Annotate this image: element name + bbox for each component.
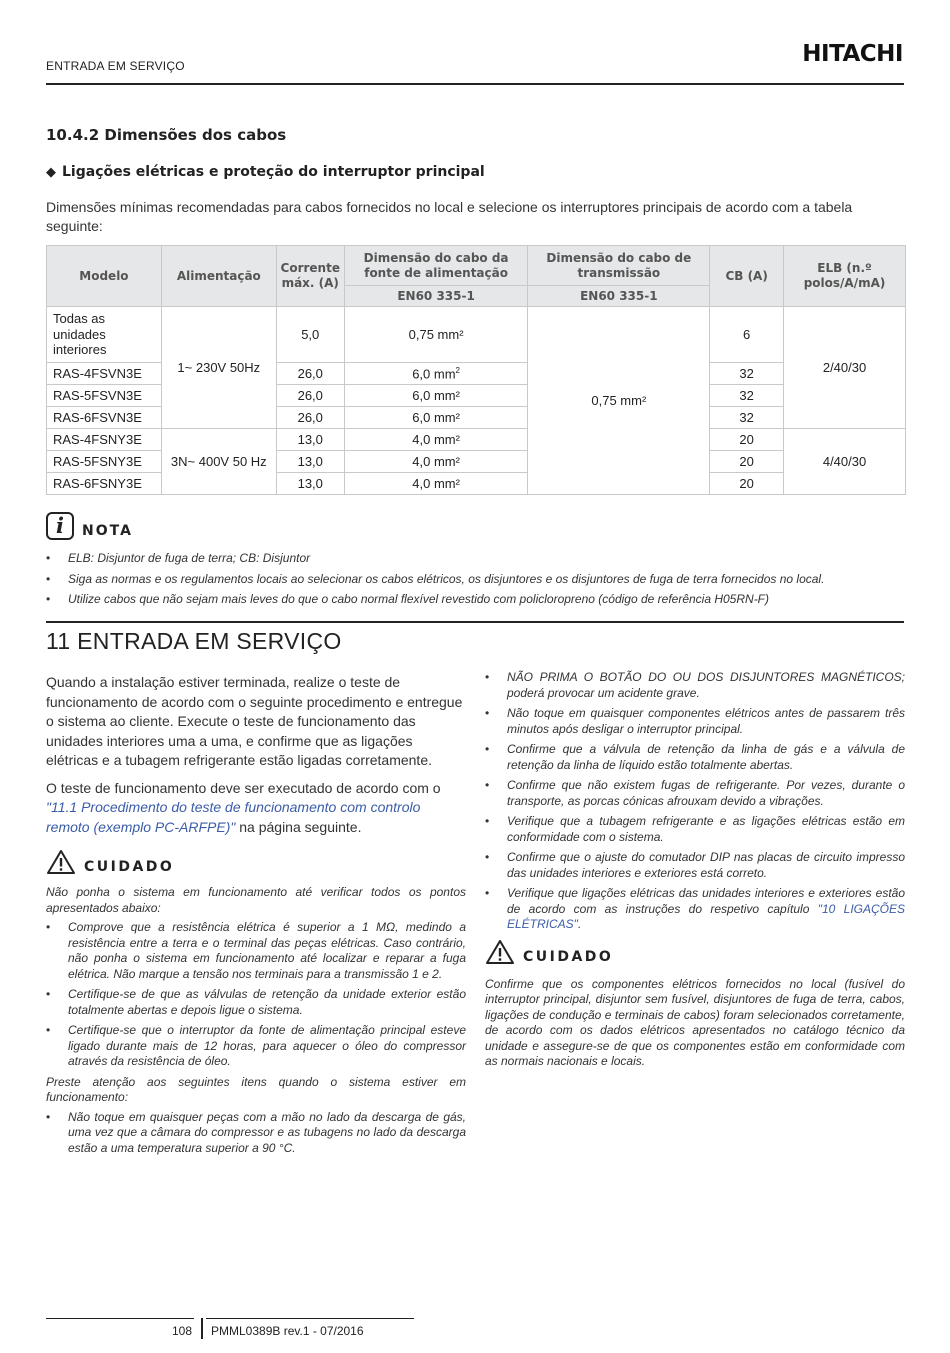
checklist-item: • NÃO PRIMA O BOTÃO DO OU DOS DISJUNTORES MAGNÉTICOS; poderá provocar um acidente grave. [485, 670, 905, 701]
table-cell-elb: 2/40/30 [784, 307, 906, 429]
section-title: 11 ENTRADA EM SERVIÇO [46, 628, 342, 654]
caution-title: CUIDADO [84, 859, 175, 875]
section-paragraph: Quando a instalação estiver terminada, realize o teste de funcionamento de acordo com o seguinte procedimento e entregue o sistema ao cliente. Execute o teste de funcionamento das unidades interiores uma a uma, e confirme que as ligações elétricas e a tubagem refrigerante estão ligadas corretamente. [46, 674, 463, 768]
footer-rule [46, 1318, 194, 1319]
paragraph-text: O teste de funcionamento deve ser executado de acordo com o [46, 779, 441, 796]
table-cell-cb: 32 [710, 385, 784, 407]
checklist-item [485, 886, 905, 933]
caution-list [46, 920, 466, 1070]
table-cell-elb: 4/40/30 [784, 429, 906, 495]
section-paragraph-link [46, 779, 466, 838]
checklist-item: • Confirme que a válvula de retenção da linha de gás e a válvula de retenção da linha de líquido estão totalmente abertas. [485, 742, 905, 773]
brand-logo: HITACHI [802, 41, 903, 67]
table-cell-model: Todas as unidades interiores [47, 307, 162, 363]
caution-item: • Não toque em quaisquer peças com a mão no lado da descarga de gás, uma vez que a câmara do compressor e as tubagens no lado da descarga estão a uma temperatura superior a 90 °C. [46, 1110, 466, 1157]
checklist-item: • Não toque em quaisquer componentes elétricos antes de passarem três minutos após desligar o interruptor principal. [485, 706, 905, 737]
table-cell-supply: 3N~ 400V 50 Hz [161, 429, 276, 495]
table-cell-cb: 20 [710, 473, 784, 495]
checklist-item: • Confirme que o ajuste do comutador DIP nas placas de circuito impresso das unidades interiores e exteriores está correto. [485, 850, 905, 881]
table-cell-cb: 20 [710, 429, 784, 451]
cable-value: 6,0 mm [412, 366, 456, 382]
header-section-label: ENTRADA EM SERVIÇO [46, 59, 185, 73]
caution-outro: Preste atenção aos seguintes itens quando o sistema estiver em funcionamento: [46, 1074, 466, 1104]
procedure-link[interactable]: "11.1 Procedimento do teste de funcionamento com controlo remoto (exemplo PC-ARFPE)" [46, 799, 421, 835]
caution-title: CUIDADO [523, 948, 614, 965]
subsection-heading [46, 164, 485, 180]
note-item: • Utilize cabos que não sejam mais leves do que o cabo normal flexível revestido com policloropreno (código de referência H05RN-F) [46, 591, 906, 607]
caution-item: • Certifique-se que o interruptor da fonte de alimentação principal esteve ligado durante mais de 12 horas, para aquecer o óleo do compressor através da resistência de óleo. [46, 1023, 466, 1070]
warning-icon [46, 849, 76, 875]
page-number: 108 [171, 1324, 192, 1338]
document-code: PMML0389B rev.1 - 07/2016 [211, 1324, 364, 1338]
cable-unit-superscript: 2 [455, 365, 460, 375]
subsection-title: 10.4.2 Dimensões dos cabos [46, 126, 287, 144]
table-cell-current: 13,0 [276, 429, 344, 451]
checklist-item: • Confirme que não existem fugas de refrigerante. Por vezes, durante o transporte, as porcas cónicas afrouxam devido a vibrações. [485, 778, 905, 809]
table-cell-supply: 1~ 230V 50Hz [161, 307, 276, 429]
footer-rule [206, 1318, 414, 1319]
caution-header [46, 849, 466, 879]
header-cb: CB (A) [710, 246, 784, 307]
warning-icon [485, 939, 515, 965]
table-cell-cb: 32 [710, 407, 784, 429]
checklist-text: Verifique que ligações elétricas das unidades interiores e exteriores estão de acordo com as instruções do respetivo capítulo [507, 886, 905, 916]
section-divider [46, 621, 904, 623]
subsection-heading-text: Ligações elétricas e proteção do interruptor principal [62, 164, 485, 180]
header-transmission-cable: Dimensão do cabo de transmissão [528, 246, 710, 286]
header-standard-power: EN60 335-1 [344, 286, 528, 307]
table-cell-transmission: 0,75 mm² [528, 307, 710, 495]
checklist-text: . [577, 917, 582, 931]
left-column [46, 673, 466, 1161]
caution-text: Confirme que os componentes elétricos fornecidos no local (fusível do interruptor principal, disjuntor sem fusível, disjuntores de fuga de terra, cabos, ligações de condução e terminais de cabos) foram selecionados corretamente, de acordo com os dados elétricos apresentados no catálogo técnico da unidade e assegure-se de que os componentes estão em conformidade com as normais nacionais e locais. [485, 976, 905, 1068]
right-column [485, 670, 905, 1070]
table-cell-current: 26,0 [276, 407, 344, 429]
table-cell-current: 13,0 [276, 451, 344, 473]
info-icon: i [46, 512, 74, 540]
caution-list-secondary [46, 1110, 466, 1157]
header-model: Modelo [47, 246, 162, 307]
caution-item: • Certifique-se de que as válvulas de retenção da unidade exterior estão totalmente abertas e depois ligue o sistema. [46, 987, 466, 1018]
table-cell-cable: 4,0 mm² [344, 429, 528, 451]
caution-intro: Não ponha o sistema em funcionamento até verificar todos os pontos apresentados abaixo: [46, 885, 466, 915]
table-cell-model: RAS-4FSVN3E [47, 363, 162, 385]
table-cell-cable: 0,75 mm² [344, 307, 528, 363]
table-cell-current: 26,0 [276, 385, 344, 407]
table-cell-model: RAS-5FSNY3E [47, 451, 162, 473]
header-elb: ELB (n.º polos/A/mA) [784, 246, 906, 307]
checklist-item: • Verifique que a tubagem refrigerante e as ligações elétricas estão em conformidade com o sistema. [485, 814, 905, 845]
table-cell-cable: 6,0 mm² [344, 385, 528, 407]
header-standard-transmission: EN60 335-1 [528, 286, 710, 307]
table-cell-cb: 6 [710, 307, 784, 363]
table-cell-current: 13,0 [276, 473, 344, 495]
note-title: NOTA [82, 523, 133, 539]
caution-header [485, 939, 905, 969]
paragraph-text: na página seguinte. [235, 818, 362, 835]
table-cell-current: 26,0 [276, 363, 344, 385]
table-cell-cb: 32 [710, 363, 784, 385]
header-supply: Alimentação [161, 246, 276, 307]
subsection-intro: Dimensões mínimas recomendadas para cabos fornecidos no local e selecione os interruptores principais de acordo com a tabela seguinte: [46, 199, 853, 234]
table-cell-model: RAS-5FSVN3E [47, 385, 162, 407]
chapter-link[interactable]: "10 LIGAÇÕES ELÉTRICAS" [507, 901, 905, 931]
header-current: Corrente máx. (A) [276, 246, 344, 307]
checklist [485, 670, 905, 933]
cable-dimensions-table [46, 245, 906, 495]
table-cell-cable [344, 363, 528, 385]
table-cell-cb: 20 [710, 451, 784, 473]
note-item: • ELB: Disjuntor de fuga de terra; CB: Disjuntor [46, 550, 906, 566]
footer-separator [201, 1318, 203, 1339]
note-list [46, 550, 906, 612]
table-cell-model: RAS-6FSNY3E [47, 473, 162, 495]
note-item: • Siga as normas e os regulamentos locais ao selecionar os cabos elétricos, os disjuntores e os disjuntores de fuga de terra fornecidos no local. [46, 571, 906, 587]
header-power-cable: Dimensão do cabo da fonte de alimentação [344, 246, 528, 286]
table-cell-model: RAS-6FSVN3E [47, 407, 162, 429]
table-cell-cable: 6,0 mm² [344, 407, 528, 429]
table-cell-current: 5,0 [276, 307, 344, 363]
table-cell-model: RAS-4FSNY3E [47, 429, 162, 451]
table-cell-cable: 4,0 mm² [344, 473, 528, 495]
diamond-bullet-icon: ◆ [46, 165, 56, 180]
table-cell-cable: 4,0 mm² [344, 451, 528, 473]
header-divider [46, 83, 904, 85]
caution-item: • Comprove que a resistência elétrica é superior a 1 MΩ, medindo a resistência entre a terra e o terminal das peças elétricas. Caso contrário, não ponha o sistema em funcionamento até localizar e reparar a fuga elétrica. Não marque a tensão nos terminais para a transmissão 1 e 2. [46, 920, 466, 982]
